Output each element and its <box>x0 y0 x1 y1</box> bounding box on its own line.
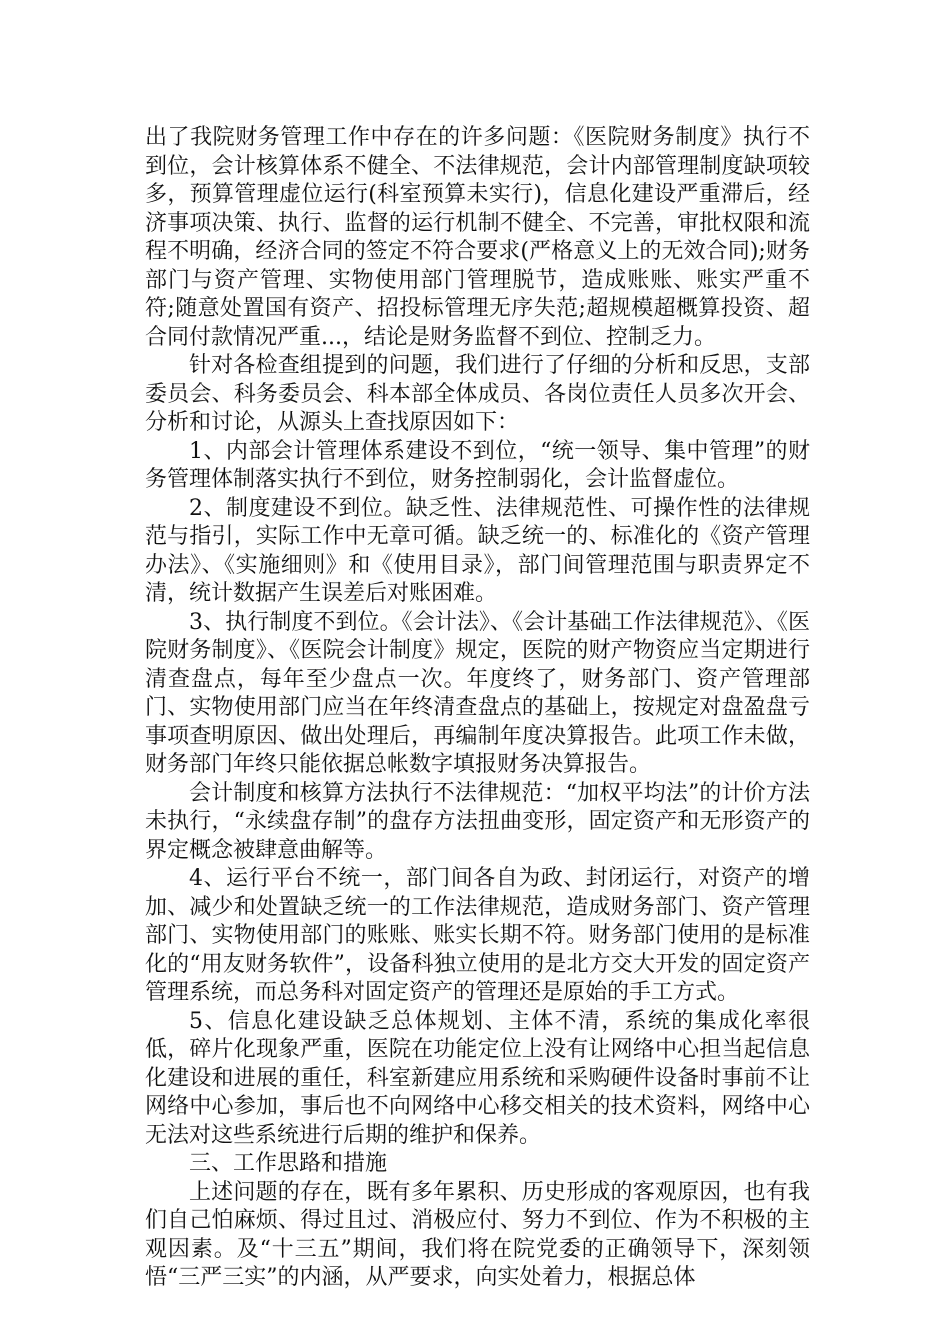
paragraph-work-plan: 上述问题的存在，既有多年累积、历史形成的客观原因，也有我们自己怕麻烦、得过且过、消极应付、努力不到位、作为不积极的主观因素。及“十三五”期间，我们将在院党委的正确领导下，深刻领悟“三严三实”的内涵，从严要求，向实处着力，根据总体 <box>145 1179 810 1290</box>
paragraph-cause-4: 4、运行平台不统一，部门间各自为政、封闭运行，对资产的增加、减少和处置缺乏统一的工作法律规范，造成财务部门、资产管理部门、实物使用部门的账账、账实长期不符。财务部门使用的是标准化的“用友财务软件”，设备科独立使用的是北方交大开发的固定资产管理系统，而总务科对固定资产的管理还是原始的手工方式。 <box>145 866 810 1005</box>
paragraph-problems-summary: 出了我院财务管理工作中存在的许多问题：《医院财务制度》执行不到位，会计核算体系不健全、不法律规范，会计内部管理制度缺项较多，预算管理虚位运行(科室预算未实行)，信息化建设严重滞后，经济事项决策、执行、监督的运行机制不健全、不完善，审批权限和流程不明确，经济合同的签定不符合要求(严格意义上的无效合同);财务部门与资产管理、实物使用部门管理脱节，造成账账、账实严重不符;随意处置国有资产、招投标管理无序失范;超规模超概算投资、超合同付款情况严重...，结论是财务监督不到位、控制乏力。 <box>145 125 810 350</box>
paragraph-accounting-methods: 会计制度和核算方法执行不法律规范：“加权平均法”的计价方法未执行，“永续盘存制”的盘存方法扭曲变形，固定资产和无形资产的界定概念被肆意曲解等。 <box>145 780 810 863</box>
paragraph-cause-2: 2、制度建设不到位。缺乏性、法律规范性、可操作性的法律规范与指引，实际工作中无章可循。缺乏统一的、标准化的《资产管理办法》、《实施细则》和《使用目录》，部门间管理范围与职责界定不清，统计数据产生误差后对账困难。 <box>145 495 810 606</box>
paragraph-cause-1: 1、内部会计管理体系建设不到位，“统一领导、集中管理”的财务管理体制落实执行不到位，财务控制弱化，会计监督虚位。 <box>145 438 810 492</box>
paragraph-cause-3: 3、执行制度不到位。《会计法》、《会计基础工作法律规范》、《医院财务制度》、《医院会计制度》规定，医院的财产物资应当定期进行清查盘点，每年至少盘点一次。年度终了，财务部门、资产管理部门、实物使用部门应当在年终清查盘点的基础上，按规定对盘盈盘亏事项查明原因、做出处理后，再编制年度决算报告。此项工作未做，财务部门年终只能依据总帐数字填报财务决算报告。 <box>145 609 810 777</box>
document-body <box>145 124 810 1293</box>
section-heading-work-plan: 三、工作思路和措施 <box>189 1151 388 1176</box>
paragraph-cause-5: 5、信息化建设缺乏总体规划、主体不清，系统的集成化率很低，碎片化现象严重，医院在功能定位上没有让网络中心担当起信息化建设和进展的重任，科室新建应用系统和采购硬件设备时事前不让网络中心参加，事后也不向网络中心移交相关的技术资料，网络中心无法对这些系统进行后期的维护和保养。 <box>145 1008 810 1148</box>
paragraph-analysis-intro: 针对各检查组提到的问题，我们进行了仔细的分析和反思，支部委员会、科务委员会、科本部全体成员、各岗位责任人员多次开会、分析和讨论，从源头上查找原因如下： <box>145 353 810 435</box>
